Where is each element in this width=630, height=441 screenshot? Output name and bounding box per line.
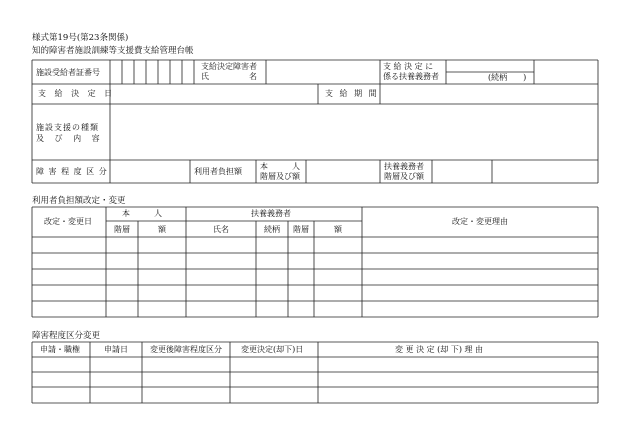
decision-date-field[interactable] bbox=[110, 84, 318, 104]
supporter-name-field[interactable] bbox=[446, 60, 534, 72]
dependent-label-line1: 扶養義務者 bbox=[384, 162, 424, 171]
cert-number-label: 施設受給者証番号 bbox=[36, 68, 100, 77]
period-label: 支 給 期 間 bbox=[325, 89, 379, 98]
form-number: 様式第19号(第23条関係) bbox=[32, 33, 129, 43]
decision-date-label: 支 給 決 定 日 bbox=[38, 89, 116, 98]
recipient-label-line1: 支給決定障害者 bbox=[201, 62, 257, 71]
service-label-line1: 施設支援の種類 bbox=[36, 123, 99, 132]
form-title: 知的障害者施設訓練等支援費支給管理台帳 bbox=[32, 46, 194, 56]
disability-change-heading: 障害程度区分変更 bbox=[32, 331, 101, 341]
relation-label: (続柄 ) bbox=[488, 73, 527, 82]
self-label-line1: 本 人 bbox=[260, 162, 300, 171]
col-decision-reason: 変 更 決 定 (却 下) 理 由 bbox=[395, 345, 484, 354]
col-applicant: 申請・職権 bbox=[40, 345, 80, 354]
recipient-label-line2: 氏 名 bbox=[201, 72, 257, 81]
burden-change-rows[interactable] bbox=[32, 237, 598, 317]
service-content-field[interactable] bbox=[110, 104, 598, 160]
col-change-reason: 改定・変更理由 bbox=[452, 217, 508, 226]
col-decision-date: 変更決定(却下)日 bbox=[241, 345, 304, 354]
service-label-line2: 及 び 内 容 bbox=[36, 134, 104, 143]
group-self: 本 人 bbox=[122, 209, 162, 218]
period-field[interactable] bbox=[380, 84, 598, 104]
burden-label: 利用者負担額 bbox=[194, 167, 242, 176]
self-label-line2: 階層及び額 bbox=[260, 172, 300, 181]
cert-number-boxes[interactable] bbox=[110, 60, 194, 84]
self-amount-field[interactable] bbox=[306, 160, 380, 183]
supporter-label-line2: 係る扶養義務者 bbox=[383, 72, 439, 81]
burden-change-heading: 利用者負担額改定・変更 bbox=[32, 196, 126, 206]
disability-label: 障 害 程 度 区 分 bbox=[36, 167, 108, 176]
col-after-class: 変更後障害程度区分 bbox=[150, 345, 222, 354]
col-dep-amount: 額 bbox=[334, 225, 342, 234]
group-dependent: 扶養義務者 bbox=[251, 209, 291, 218]
col-change-date: 改定・変更日 bbox=[44, 217, 92, 226]
col-apply-date: 申請日 bbox=[104, 345, 128, 354]
supporter-label-line1: 支 給 決 定 に bbox=[383, 62, 434, 71]
col-dep-tier: 階層 bbox=[293, 225, 309, 234]
disability-field[interactable] bbox=[110, 160, 190, 183]
col-self-tier: 階層 bbox=[114, 225, 130, 234]
dependent-amount-field[interactable] bbox=[432, 160, 598, 183]
col-dep-relation: 続柄 bbox=[264, 225, 280, 234]
dependent-label-line2: 階層及び額 bbox=[384, 172, 424, 181]
recipient-name-field[interactable] bbox=[266, 60, 380, 84]
col-dep-name: 氏名 bbox=[213, 225, 229, 234]
disability-change-rows[interactable] bbox=[32, 357, 598, 403]
col-self-amount: 額 bbox=[158, 225, 166, 234]
